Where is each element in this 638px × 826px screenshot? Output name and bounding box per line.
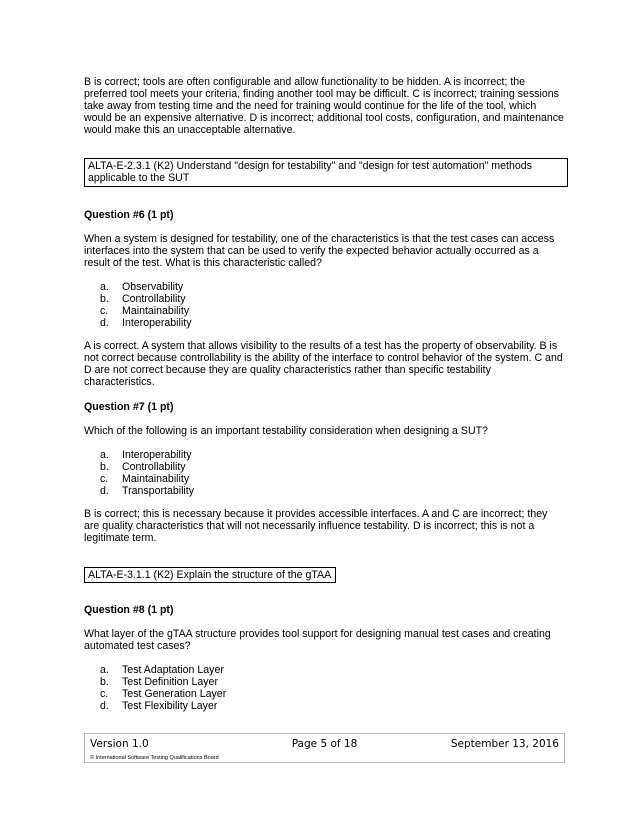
page-footer bbox=[84, 733, 565, 763]
option-item: c. Test Generation Layer bbox=[100, 688, 227, 700]
option-item: a. Test Adaptation Layer bbox=[100, 664, 224, 676]
question-6-answer: A is correct. A system that allows visibility to the results of a test has the property of observability. B is not correct because controllability is the ability of the interface to control behavior of the system. C and D are not correct because they are quality characteristics rather than specific testability characteristics. bbox=[84, 340, 563, 388]
learning-objective-box bbox=[84, 567, 336, 583]
question-8-heading: Question #8 (1 pt) bbox=[84, 604, 174, 616]
footer-page-number: Page 5 of 18 bbox=[291, 738, 358, 750]
previous-answer-explanation: B is correct; tools are often configurable and allow functionality to be hidden. A is incorrect; the preferred tool meets your criteria, finding another tool may be difficult. C is incorrect; training sessions take away from testing time and the need for training would continue for the life of the tool, which would be an expensive alternative. D is incorrect; additional tool costs, configuration, and maintenance would make this an unacceptable alternative. bbox=[84, 76, 564, 136]
learning-objective-text: ALTA-E-2.3.1 (K2) Understand "design for testability" and "design for test automation" methods applicable to the SUT bbox=[88, 160, 532, 184]
question-6-heading: Question #6 (1 pt) bbox=[84, 209, 174, 221]
option-item: d. Test Flexibility Layer bbox=[100, 700, 218, 712]
option-item: a. Observability bbox=[100, 281, 184, 293]
question-8-text: What layer of the gTAA structure provides tool support for designing manual test cases and creating automated test cases? bbox=[84, 628, 551, 652]
option-item: b. Controllability bbox=[100, 293, 186, 305]
learning-objective-text: ALTA-E-3.1.1 (K2) Explain the structure of the gTAA bbox=[88, 569, 332, 581]
question-7-options bbox=[100, 449, 194, 497]
question-7-heading: Question #7 (1 pt) bbox=[84, 401, 174, 413]
option-item: d. Interoperability bbox=[100, 317, 192, 329]
question-6-options bbox=[100, 281, 192, 329]
question-7-text: Which of the following is an important testability consideration when designing a SUT? bbox=[84, 425, 488, 437]
option-item: d. Transportability bbox=[100, 485, 195, 497]
footer-version: Version 1.0 bbox=[90, 738, 149, 750]
question-6-text: When a system is designed for testability, one of the characteristics is that the test cases can access interfaces into the system that can be used to verify the expected behavior actually occurred as a result of the test. What is this characteristic called? bbox=[84, 233, 555, 269]
question-8-options bbox=[100, 664, 226, 712]
option-item: b. Controllability bbox=[100, 461, 186, 473]
option-item: c. Maintainability bbox=[100, 305, 190, 317]
footer-copyright: © International Software Testing Qualifications Board bbox=[90, 755, 219, 761]
question-7-answer: B is correct; this is necessary because it provides accessible interfaces. A and C are incorrect; they are quality characteristics that will not necessarily influence testability. D is incorrect; this is not a legitimate term. bbox=[84, 508, 548, 544]
option-item: b. Test Definition Layer bbox=[100, 676, 218, 688]
option-item: c. Maintainability bbox=[100, 473, 190, 485]
option-item: a. Interoperability bbox=[100, 449, 192, 461]
learning-objective-box bbox=[84, 158, 568, 187]
footer-date: September 13, 2016 bbox=[450, 738, 559, 750]
